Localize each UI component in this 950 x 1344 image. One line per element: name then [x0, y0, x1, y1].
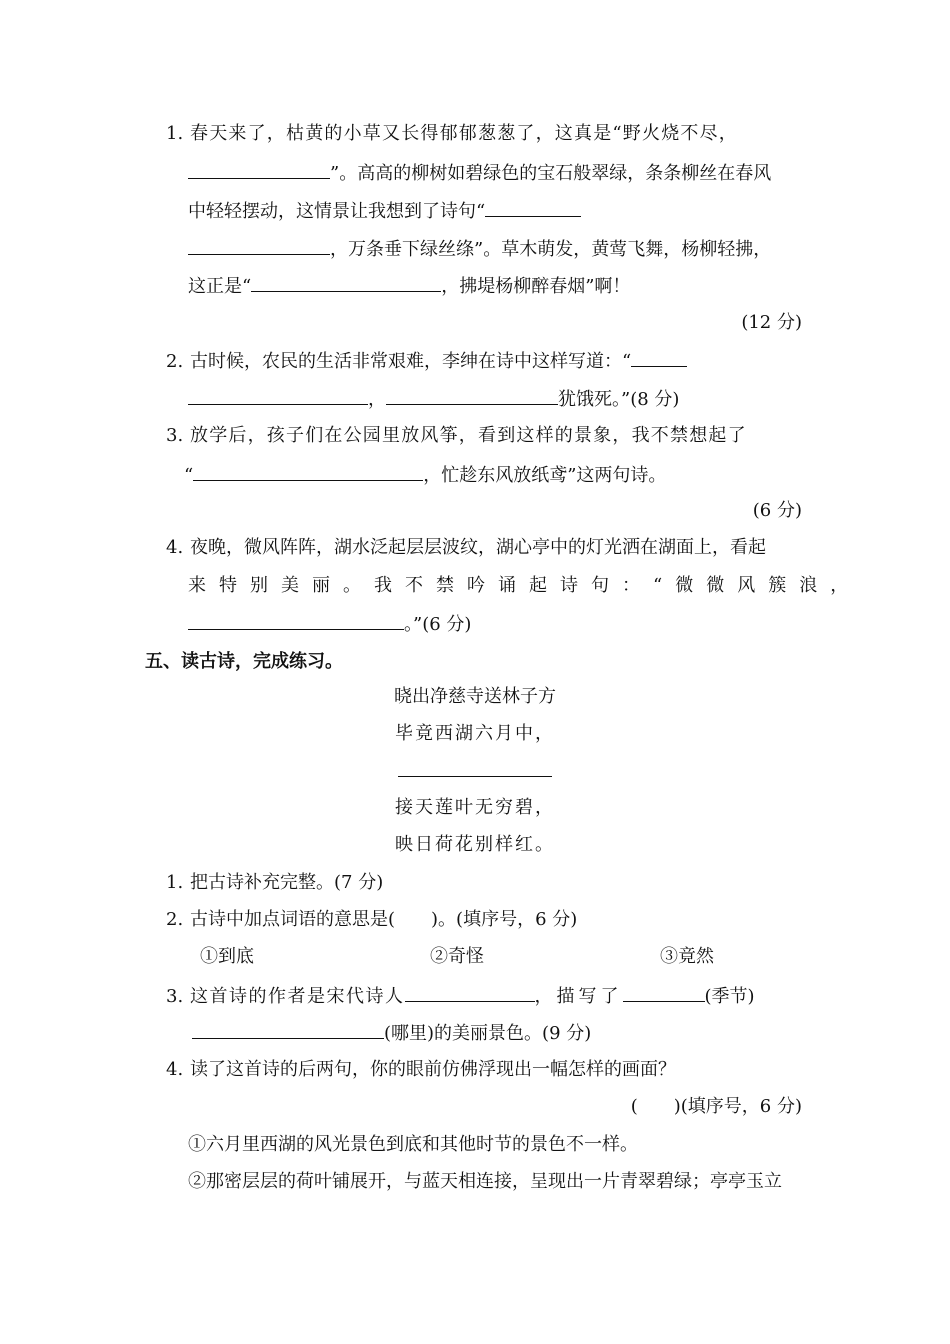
s5-q3-text-c: (季节) — [704, 986, 755, 1007]
q1-blank-3[interactable] — [251, 273, 441, 292]
s5-q3-number: 3. — [166, 986, 184, 1007]
s5-q2 — [166, 908, 577, 932]
q2-line-2 — [188, 386, 679, 412]
q1-line-3 — [188, 198, 581, 224]
q3-text-2b: ，忙趁东风放纸鸢”这两句诗。 — [423, 465, 667, 486]
s5-q3-blank-season[interactable] — [623, 983, 705, 1002]
poem-line-4: 映日荷花别样红。 — [395, 834, 555, 855]
s5-q3-blank-place[interactable] — [192, 1020, 384, 1039]
q1-line-1 — [166, 122, 738, 146]
q2-blank-1a[interactable] — [631, 348, 687, 367]
q2-line-1 — [166, 348, 687, 374]
s5-q1-text: 把古诗补充完整。(7 分) — [190, 872, 384, 893]
poem-line-2-blank[interactable] — [398, 776, 552, 777]
q1-number: 1. — [166, 123, 184, 144]
q1-text-5b: ，拂堤杨柳醉春烟”啊！ — [441, 276, 631, 297]
s5-q2-text-b: )。(填序号，6 分) — [431, 909, 578, 930]
s5-q3-text-b: ，描写了 — [534, 986, 623, 1007]
s5-q4-number: 4. — [166, 1059, 184, 1080]
q4-text-1: 夜晚，微风阵阵，湖水泛起层层波纹，湖心亭中的灯光洒在湖面上，看起 — [190, 537, 766, 558]
q4-line-1 — [166, 536, 766, 560]
q1-text-4: ，万条垂下绿丝绦”。草木萌发，黄莺飞舞，杨柳轻拂， — [330, 239, 772, 260]
q1-blank-2a[interactable] — [485, 198, 581, 217]
s5-q3-text-d: (哪里)的美丽景色。(9 分) — [384, 1023, 592, 1044]
q2-number: 2. — [166, 351, 184, 372]
s5-q4-answer-open: ( — [630, 1096, 638, 1117]
q4-text-3: 。”(6 分) — [404, 614, 472, 635]
q2-blank-1b[interactable] — [188, 386, 368, 405]
section-5-heading: 五、读古诗，完成练习。 — [145, 651, 343, 672]
poem-line-1: 毕竟西湖六月中， — [395, 723, 555, 744]
s5-q1 — [166, 871, 383, 895]
q1-line-2 — [188, 160, 771, 186]
q4-text-2: 来特别美丽。我不禁吟诵起诗句：“微微风簇浪， — [188, 575, 862, 596]
s5-q3-line-2 — [192, 1020, 591, 1046]
q3-text-1: 放学后，孩子们在公园里放风筝，看到这样的景象，我不禁想起了 — [190, 425, 747, 446]
s5-q4-text: 读了这首诗的后两句，你的眼前仿佛浮现出一幅怎样的画面？ — [190, 1059, 676, 1080]
s5-q3-line-1 — [166, 983, 755, 1009]
s5-q2-opt1: ①到底 — [200, 946, 254, 967]
q2-comma: ， — [368, 389, 386, 410]
s5-q4-choice-2: ②那密层层的荷叶铺展开，与蓝天相连接，呈现出一片青翠碧绿；亭亭玉立 — [188, 1171, 782, 1192]
s5-q2-opt3: ③竟然 — [660, 946, 714, 967]
q1-text-1: 春天来了，枯黄的小草又长得郁郁葱葱了，这真是“野火烧不尽， — [190, 123, 738, 144]
q2-text-2: 犹饿死。”(8 分) — [558, 389, 680, 410]
q3-line-1 — [166, 424, 747, 448]
q2-text-1: 古时候，农民的生活非常艰难，李绅在诗中这样写道：“ — [190, 351, 632, 372]
q4-blank[interactable] — [188, 611, 404, 630]
q4-number: 4. — [166, 537, 184, 558]
q3-score: (6 分) — [752, 500, 802, 521]
q3-number: 3. — [166, 425, 184, 446]
s5-q3-blank-poet[interactable] — [405, 983, 535, 1002]
q1-line-4 — [188, 236, 771, 262]
q4-line-3 — [188, 611, 471, 637]
q3-text-2a: “ — [184, 465, 194, 486]
q3-line-2 — [184, 462, 666, 488]
q1-text-5a: 这正是“ — [188, 276, 252, 297]
q1-score: (12 分) — [741, 312, 802, 333]
s5-q2-number: 2. — [166, 909, 184, 930]
s5-q1-number: 1. — [166, 872, 184, 893]
q1-line-5 — [188, 273, 630, 299]
q3-blank[interactable] — [193, 462, 423, 481]
s5-q2-text-a: 古诗中加点词语的意思是( — [190, 909, 396, 930]
s5-q2-opt2: ②奇怪 — [430, 946, 484, 967]
q4-line-2 — [188, 574, 861, 598]
poem-title: 晓出净慈寺送林子方 — [394, 686, 556, 707]
s5-q4 — [166, 1058, 676, 1082]
q1-blank-2b[interactable] — [188, 236, 330, 255]
q2-blank-2[interactable] — [386, 386, 558, 405]
q1-blank-1[interactable] — [188, 160, 330, 179]
s5-q3-text-a: 这首诗的作者是宋代诗人 — [190, 986, 405, 1007]
s5-q4-answer-close: )(填序号，6 分) — [673, 1096, 802, 1117]
poem-line-3: 接天莲叶无穷碧， — [395, 797, 555, 818]
q1-text-3: 中轻轻摆动，这情景让我想到了诗句“ — [188, 201, 486, 222]
q1-text-2: ”。高高的柳树如碧绿色的宝石般翠绿，条条柳丝在春风 — [330, 163, 772, 184]
s5-q4-choice-1: ①六月里西湖的风光景色到底和其他时节的景色不一样。 — [188, 1134, 638, 1155]
s5-q4-answer — [631, 1095, 802, 1119]
